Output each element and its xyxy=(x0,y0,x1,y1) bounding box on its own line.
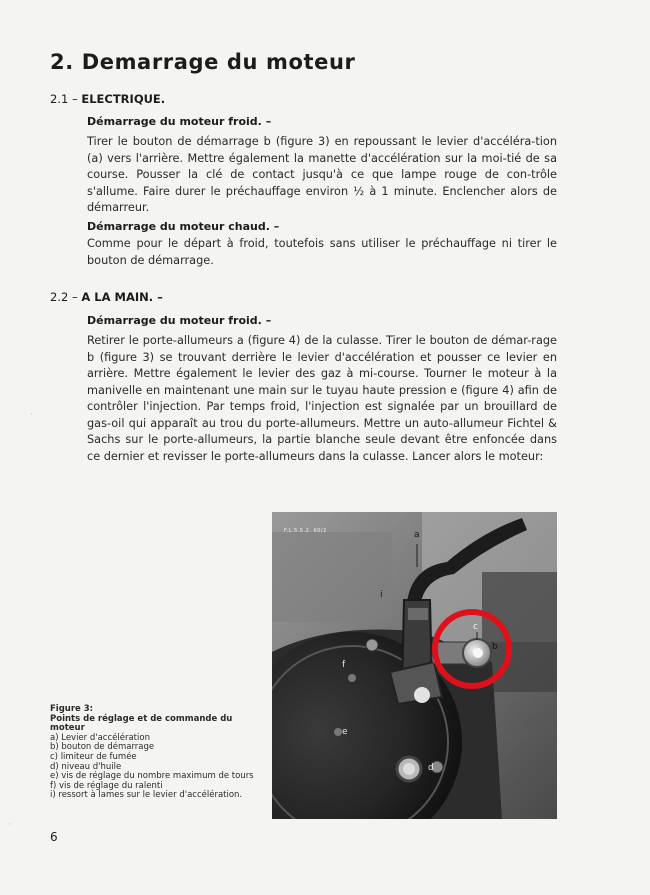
caption-item: d) niveau d'huile xyxy=(50,761,122,772)
engine-photo xyxy=(272,512,557,819)
section-22-cold-text: Retirer le porte-allumeurs a (figure 4) de la culasse. Tirer le bouton de démar-rage b (figure 3) se trouvant derrière le levier d'accélération et pousser ce levier en arrière. Mettre également le levier des gaz à mi-course. Tourner le moteur à la manivelle en maintenant une main sur le tuyau haute pression e (figure 4) afin de contrôler l'injection. Par temps froid, l'injection est signalée par un brouillard de gas-oil qui apparaît au trou du porte-allumeurs. Mettre un auto-allumeur Fichtel & Sachs sur le porte-allumeurs, la partie blanche seule devant être enfoncée dans ce dernier et revisser le porte-allumeurs dans la culasse. Lancer alors le moteur: xyxy=(87,334,557,463)
page-number: 6 xyxy=(50,830,58,844)
label-f: f xyxy=(342,660,346,670)
label-i: i xyxy=(380,590,383,600)
section-21-heading xyxy=(50,92,165,106)
section-21-hot-title: Démarrage du moteur chaud. – xyxy=(87,220,280,233)
section-22-title: A LA MAIN. – xyxy=(81,290,163,304)
label-b: b xyxy=(492,642,498,652)
caption-item: b) bouton de démarrage xyxy=(50,742,155,753)
scan-speck: · xyxy=(8,820,11,830)
section-22-heading xyxy=(50,290,163,304)
caption-title: Figure 3: xyxy=(50,704,94,714)
caption-item: f) vis de réglage du ralenti xyxy=(50,780,163,791)
label-a: a xyxy=(414,530,420,540)
caption-list xyxy=(50,734,260,801)
engine-photo-drawing xyxy=(272,512,557,819)
caption-item: i) ressort à lames sur le levier d'accélération. xyxy=(50,790,243,801)
caption-item: c) limiteur de fumée xyxy=(50,751,137,762)
label-e: e xyxy=(342,727,348,737)
section-21-cold-text: Tirer le bouton de démarrage b (figure 3) en repoussant le levier d'accéléra-tion (a) vers l'arrière. Mettre également la manette d'accélération sur la moi-tié de sa course. Pousser la clé de contact jusqu'à ce que lampe rouge de con-trôle s'allume. Faire durer le préchauffage environ ½ à 1 minute. Enclencher alors de démarreur. xyxy=(87,135,557,214)
label-c: c xyxy=(473,622,478,632)
caption-item: a) Levier d'accélération xyxy=(50,732,150,743)
caption-item: e) vis de réglage du nombre maximum de tours xyxy=(50,771,254,782)
section-22-cold-title: Démarrage du moteur froid. – xyxy=(87,314,272,327)
section-21-number: 2.1 – xyxy=(50,92,78,106)
section-21-hot-text: Comme pour le départ à froid, toutefois sans utiliser le préchauffage ni tirer le bouton de démarrage. xyxy=(87,237,557,267)
page-heading: 2. Demarrage du moteur xyxy=(50,50,356,74)
label-d: d xyxy=(428,763,434,773)
scan-speck: · xyxy=(30,410,33,420)
caption-subtitle: Points de réglage et de commande du moteur xyxy=(50,713,233,734)
photo-id-label: F.L.5.5.2. K0/2 xyxy=(284,528,327,534)
section-21-cold-title: Démarrage du moteur froid. – xyxy=(87,115,272,128)
section-21-title: ELECTRIQUE. xyxy=(81,92,166,106)
figure-caption xyxy=(50,705,260,801)
section-22-number: 2.2 – xyxy=(50,290,78,304)
